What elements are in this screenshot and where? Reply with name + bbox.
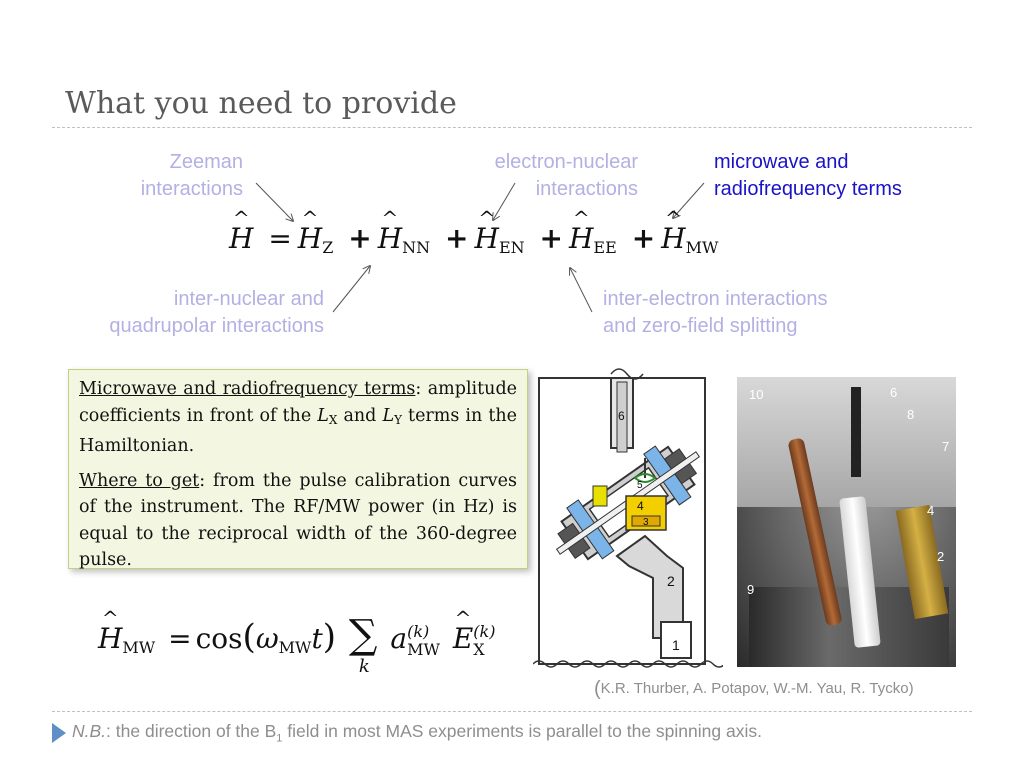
footer-note: N.B.: the direction of the $B_1$ field in most MAS experiments is parallel to the spinning axis. (72, 721, 762, 745)
photo-label-6: 6 (890, 385, 898, 400)
nn-arrow (333, 266, 370, 312)
schematic-label-5: 5 (637, 480, 643, 491)
schematic-label-6: 6 (618, 409, 625, 423)
schematic-label-4: 4 (637, 499, 644, 513)
image-credit: (K.R. Thurber, A. Potapov, W.-M. Yau, R. Tycko) (594, 678, 914, 700)
mw-formula: ^ $H_{MW} = \cos(\omega_{MW}t)$ ∑ k a (k) MW ^ E (k) X (98, 612, 495, 659)
info-box (68, 369, 528, 569)
en-arrow (493, 183, 515, 220)
footer-divider (52, 711, 972, 712)
zeeman-label: Zeeman interactions (140, 151, 243, 200)
photo-label-2: 2 (937, 549, 945, 564)
photo-label-4: 4 (927, 503, 935, 518)
schematic-label-3: 3 (643, 517, 649, 528)
photo-label-7: 7 (942, 439, 950, 454)
box-paragraph-1: Microwave and radiofrequency terms: amplitude coefficients in front of the $L_X$ and $L_Y$ terms in the Hamiltonian. (79, 379, 517, 456)
inter-electron-label: inter-electron interactions and zero-field splitting (603, 288, 828, 337)
photo-label-10: 10 (749, 387, 764, 402)
photo-label-8: 8 (907, 407, 915, 422)
photo-label-9: 9 (747, 582, 755, 597)
ee-arrow (570, 268, 592, 312)
bullet-triangle-icon (52, 723, 66, 743)
hamiltonian-equation: ^ H =^ $H_Z$ +^ $H_{NN}$ +^ $H_{EN}$ +^ $H_{EE}$ +^ $H_{MW}$ (229, 222, 718, 257)
schematic-label-1: 1 (672, 637, 680, 653)
zeeman-arrow (256, 183, 293, 221)
probe-schematic (533, 368, 723, 670)
box-paragraph-2: Where to get: from the pulse calibration curves of the instrument. The RF/MW power (in Hz) is equal to the reciprocal width of the 360-degree pulse. (79, 470, 518, 570)
inter-nuclear-label: inter-nuclear and quadrupolar interactions (109, 288, 324, 337)
h-total: ^ H (229, 222, 253, 255)
slide-title: What you need to provide (65, 86, 457, 121)
microwave-label: microwave and radiofrequency terms (714, 151, 902, 200)
electron-nuclear-label: electron-nuclear interactions (494, 151, 638, 200)
schematic-label-2: 2 (667, 573, 675, 589)
probe-photo (737, 377, 956, 667)
